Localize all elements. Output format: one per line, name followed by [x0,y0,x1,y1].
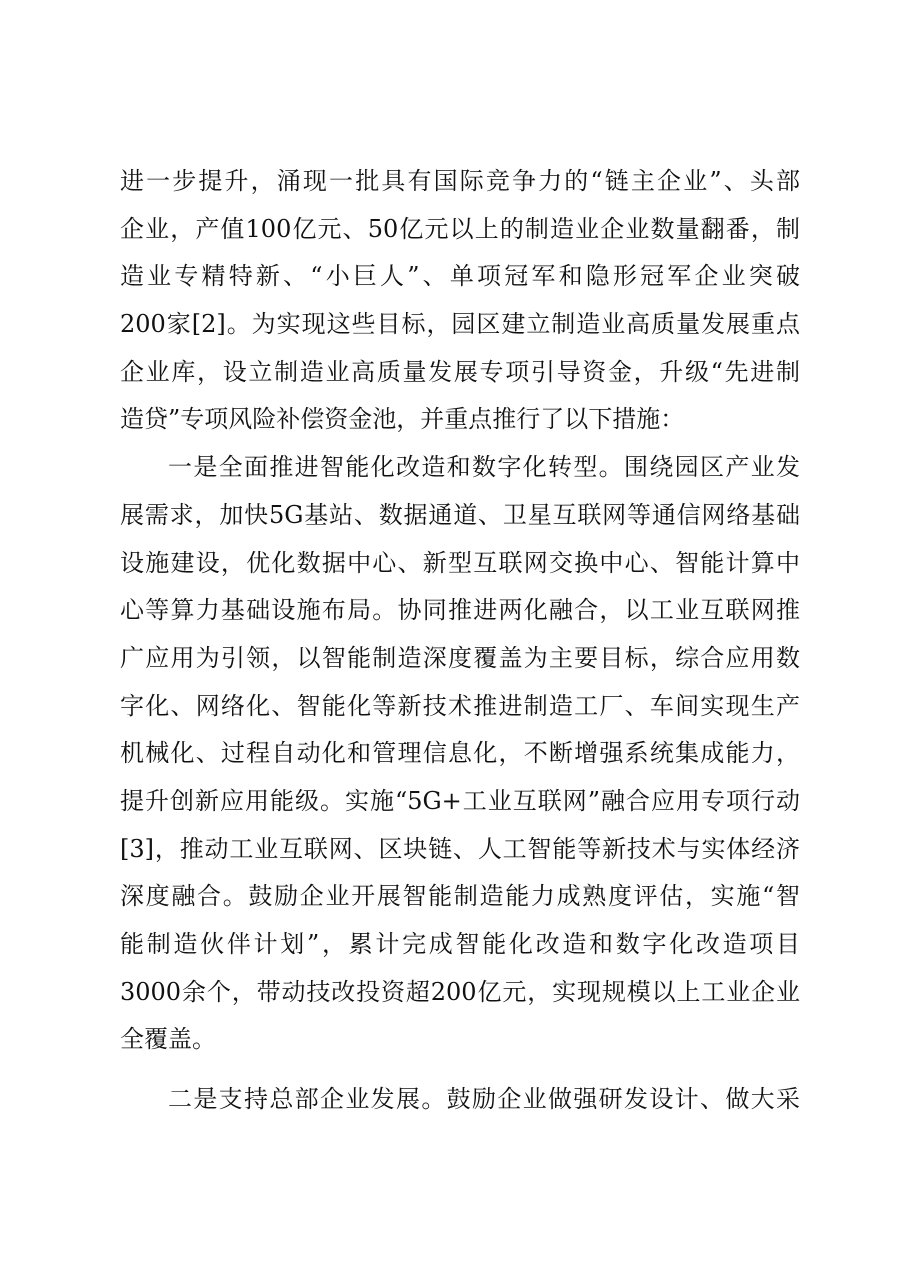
text-line: 企业库，设立制造业高质量发展专项引导资金，升级“先进制 [120,357,800,386]
text-line: 字化、网络化、智能化等新技术推进制造工厂、车间实现生产 [120,691,800,720]
text-line: 展需求，加快5G基站、数据通道、卫星互联网等通信网络基础 [120,500,800,529]
text-line: 进一步提升，涌现一批具有国际竞争力的“链主企业”、头部 [120,167,800,195]
text-line: 200家[2]。为实现这些目标，园区建立制造业高质量发展重点 [120,310,800,339]
text-line: 造业专精特新、“小巨人”、单项冠军和隐形冠军企业突破 [120,262,800,291]
text-line: 3000余个，带动技改投资超200亿元，实现规模以上工业企业 [120,977,800,1006]
text-line: 提升创新应用能级。实施“5G+工业互联网”融合应用专项行动 [120,786,800,815]
paragraph-start-line: 二是支持总部企业发展。鼓励企业做强研发设计、做大采 [168,1085,800,1114]
text-line: 造贷”专项风险补偿资金池，并重点推行了以下措施： [120,405,685,434]
text-line: 广应用为引领，以智能制造深度覆盖为主要目标，综合应用数 [120,643,800,672]
text-line: 企业，产值100亿元、50亿元以上的制造业企业数量翻番，制 [120,214,800,243]
text-line: 设施建设，优化数据中心、新型互联网交换中心、智能计算中 [120,548,800,577]
text-line: 心等算力基础设施布局。协同推进两化融合，以工业互联网推 [120,596,800,625]
body-text [120,158,800,1124]
text-line: 深度融合。鼓励企业开展智能制造能力成熟度评估，实施“智 [120,882,800,911]
paragraph-start-line: 一是全面推进智能化改造和数字化转型。围绕园区产业发 [168,453,800,482]
text-line: 机械化、过程自动化和管理信息化，不断增强系统集成能力， [120,739,800,768]
text-line: 全覆盖。 [120,1025,216,1054]
text-line: 能制造伙伴计划”，累计完成智能化改造和数字化改造项目 [120,930,800,958]
text-line: [3]，推动工业互联网、区块链、人工智能等新技术与实体经济 [120,834,800,863]
